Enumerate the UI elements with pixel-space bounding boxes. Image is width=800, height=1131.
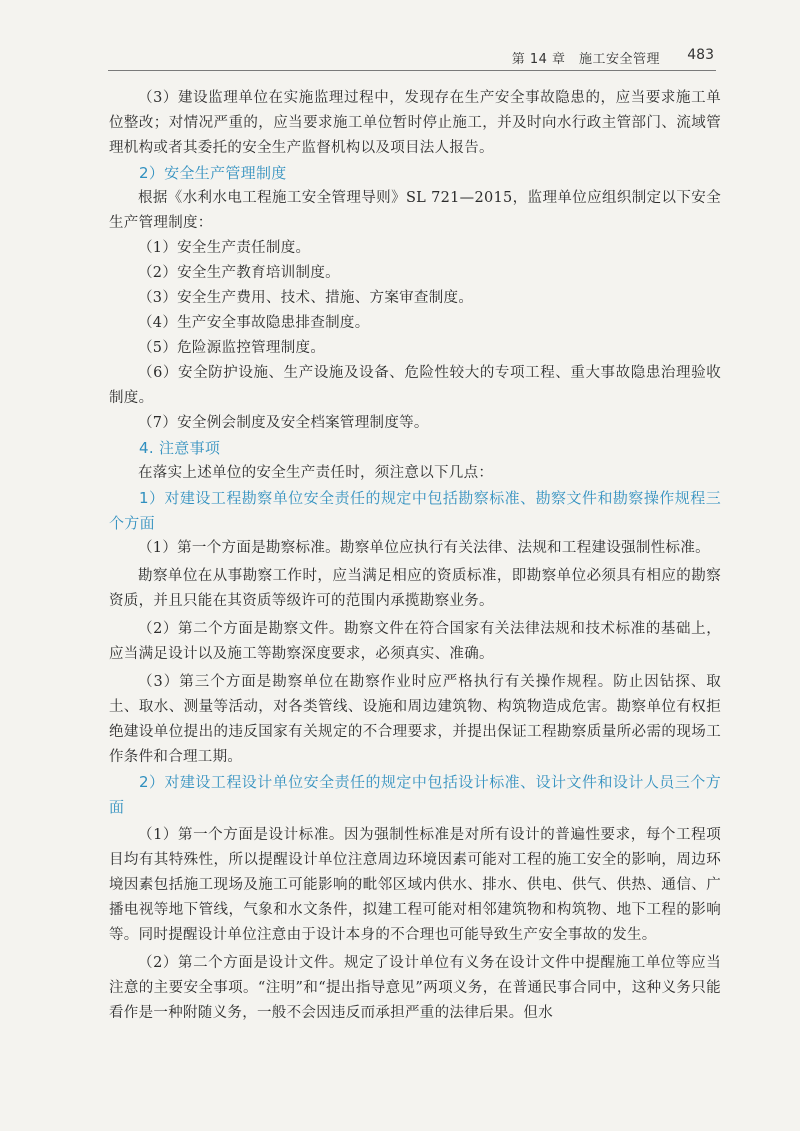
paragraph: （6）安全防护设施、生产设施及设备、危险性较大的专项工程、重大事故隐患治理验收制度。 — [109, 365, 721, 406]
paragraph: （3）建设监理单位在实施监理过程中，发现存在生产安全事故隐患的，应当要求施工单位整改；对情况严重的，应当要求施工单位暂时停止施工，并及时向水行政主管部门、流域管理机构或者其委托的安全生产监督机构以及项目法人报告。 — [109, 90, 721, 156]
list-item: （3）安全生产费用、技术、措施、方案审查制度。 — [138, 290, 474, 306]
section-heading: 1）对建设工程勘察单位安全责任的规定中包括勘察标准、勘察文件和勘察操作规程三个方面 — [109, 489, 721, 532]
paragraph: （2）第二个方面是设计文件。规定了设计单位有义务在设计文件中提醒施工单位等应当注意的主要安全事项。“注明”和“提出指导意见”两项义务，在普通民事合同中，这种义务只能看作是一种附随义务，一般不会因违反而承担严重的法律后果。但水 — [109, 955, 721, 1021]
paragraph: 勘察单位在从事勘察工作时，应当满足相应的资质标准，即勘察单位必须具有相应的勘察资质，并且只能在其资质等级许可的范围内承揽勘察业务。 — [109, 568, 721, 609]
chapter-title: 第 14 章 施工安全管理 — [511, 52, 660, 67]
list-item: （1）安全生产责任制度。 — [138, 240, 311, 256]
list-item: （4）生产安全事故隐患排查制度。 — [138, 315, 370, 331]
section-heading: 2）对建设工程设计单位安全责任的规定中包括设计标准、设计文件和设计人员三个方面 — [109, 773, 721, 816]
paragraph: （2）第二个方面是勘察文件。勘察文件在符合国家有关法律法规和技术标准的基础上，应当满足设计以及施工等勘察深度要求，必须真实、准确。 — [109, 621, 721, 662]
section-heading: 4. 注意事项 — [139, 439, 221, 457]
list-item: （5）危险源监控管理制度。 — [138, 340, 326, 356]
page-body — [109, 86, 721, 1026]
paragraph: （1）第一个方面是勘察标准。勘察单位应执行有关法律、法规和工程建设强制性标准。 — [138, 540, 710, 556]
page-header — [0, 42, 800, 76]
section-heading: 2）安全生产管理制度 — [139, 164, 287, 182]
paragraph: 在落实上述单位的安全生产责任时，须注意以下几点： — [138, 465, 494, 481]
page-number: 483 — [687, 47, 714, 63]
paragraph: 根据《水利水电工程施工安全管理导则》SL 721—2015，监理单位应组织制定以下安全生产管理制度： — [109, 190, 721, 231]
paragraph: （3）第三个方面是勘察单位在勘察作业时应严格执行有关操作规程。防止因钻探、取土、取水、测量等活动，对各类管线、设施和周边建筑物、构筑物造成危害。勘察单位有权拒绝建设单位提出的违反国家有关规定的不合理要求，并提出保证工程勘察质量所必需的现场工作条件和合理工期。 — [109, 674, 721, 765]
list-item: （2）安全生产教育培训制度。 — [138, 265, 340, 281]
header-rule — [108, 70, 716, 71]
paragraph: （7）安全例会制度及安全档案管理制度等。 — [138, 415, 429, 431]
paragraph: （1）第一个方面是设计标准。因为强制性标准是对所有设计的普遍性要求，每个工程项目均有其特殊性，所以提醒设计单位注意周边环境因素可能对工程的施工安全的影响，周边环境因素包括施工现场及施工可能影响的毗邻区域内供水、排水、供电、供气、供热、通信、广播电视等地下管线，气象和水文条件，拟建工程可能对相邻建筑物和构筑物、地下工程的影响等。同时提醒设计单位注意由于设计本身的不合理也可能导致生产安全事故的发生。 — [109, 827, 721, 943]
